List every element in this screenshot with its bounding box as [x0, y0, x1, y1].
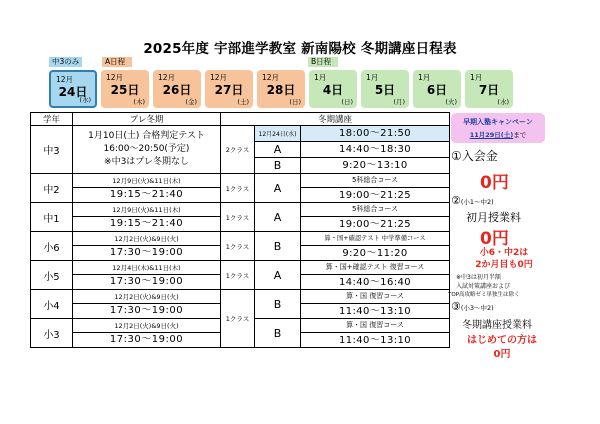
- course-desc: 算・国+確認テスト 復習コース: [325, 263, 425, 271]
- pre-line: 1月10日(土) 合格判定テスト: [88, 131, 205, 141]
- course-cell: [301, 232, 450, 261]
- course-cell: [301, 203, 450, 232]
- pre-time: 17:30〜19:00: [73, 245, 220, 259]
- pre-cell: [73, 174, 221, 203]
- date-day: 26日: [162, 83, 192, 97]
- ab-cell: B: [255, 158, 301, 174]
- date-month: 1月: [470, 73, 483, 82]
- top-date-cell: 12月24日(水): [255, 126, 301, 142]
- note-line-1: ※中3は初月半額: [456, 274, 501, 281]
- date-month: 12月: [262, 73, 280, 82]
- date-card: [49, 70, 97, 108]
- pre-time: 17:30〜19:00: [73, 303, 220, 317]
- time-cell: 18:00〜21:50: [301, 126, 450, 142]
- date-weekday: (日): [341, 98, 353, 106]
- pre-cell: [73, 290, 221, 319]
- item3-title: 冬期講座授業料: [462, 320, 532, 331]
- pre-date: 12月2日(火)&9日(火): [114, 322, 179, 330]
- item2-value: 0円: [480, 229, 509, 249]
- note-line-3: TOP高攻略ゼミ単独生は除く: [448, 292, 520, 298]
- time-cell: 14:40〜18:30: [301, 142, 450, 158]
- pre-cell: [73, 232, 221, 261]
- grade-cell: 中1: [31, 203, 73, 232]
- item2-title: 初月授業料: [466, 211, 521, 224]
- class-cell: 1クラス: [221, 290, 255, 348]
- pre-date: 12月2日(火)&9日(火): [114, 235, 179, 243]
- course-desc: 5科総合コース: [351, 205, 399, 213]
- date-month: 1月: [418, 73, 431, 82]
- item3-sub: (小3〜中2): [460, 304, 494, 312]
- header-winter: 冬期講座: [221, 113, 450, 126]
- date-card: [205, 70, 253, 108]
- class-cell: 1クラス: [221, 203, 255, 232]
- item2-header: [451, 194, 551, 207]
- grade-cell: 小4: [31, 290, 73, 319]
- pre-cell: [73, 126, 221, 174]
- pre-date: 12月4日(木)&11日(木): [112, 264, 181, 272]
- course-desc: 算・国+確認テスト 中学準備コース: [324, 235, 426, 242]
- pre-cell: [73, 203, 221, 232]
- date-weekday: (火): [445, 98, 457, 106]
- pre-date: 12月2日(火)&9日(火): [114, 293, 179, 301]
- date-card: [309, 70, 357, 108]
- campaign-box: [451, 113, 545, 143]
- item2-sub: (小1〜中2): [460, 198, 494, 206]
- schedule-table: [30, 112, 450, 348]
- date-weekday: (水): [497, 98, 509, 106]
- item2-note-2: 2か月目も0円: [475, 260, 533, 270]
- pre-cell: [73, 261, 221, 290]
- ab-cell: A: [255, 142, 301, 158]
- date-month: 12月: [106, 73, 124, 82]
- table-row: [31, 203, 450, 232]
- grade-cell: 小5: [31, 261, 73, 290]
- ab-cell: A: [255, 203, 301, 232]
- ab-cell: B: [255, 290, 301, 319]
- course-cell: [301, 261, 450, 290]
- date-month: 12月: [56, 75, 74, 84]
- date-card: [101, 70, 149, 108]
- table-header-row: [31, 113, 450, 126]
- item1-title: ①入会金: [451, 149, 498, 163]
- class-cell: 2クラス: [221, 126, 255, 174]
- pre-time: 19:15〜21:40: [73, 187, 220, 201]
- date-month: 1月: [366, 73, 379, 82]
- page-title: 2025年度 宇部進学教室 新南陽校 冬期講座日程表: [143, 41, 457, 57]
- date-day: 5日: [374, 83, 396, 97]
- ab-cell: B: [255, 319, 301, 348]
- header-pre: プレ冬期: [73, 113, 221, 126]
- campaign-deadline-suffix: まで: [513, 131, 527, 139]
- date-month: 1月: [314, 73, 327, 82]
- course-desc: 算・国 復習コース: [346, 292, 404, 300]
- table-row: [31, 174, 450, 203]
- item1-value: 0円: [480, 173, 509, 193]
- course-time: 11:40〜13:10: [301, 332, 449, 347]
- date-weekday: (月): [393, 98, 405, 106]
- course-cell: [301, 174, 450, 203]
- date-card: [413, 70, 461, 108]
- item3-value-2: 0円: [493, 349, 511, 360]
- table-row: [31, 126, 450, 142]
- pre-time: 19:15〜21:40: [73, 216, 220, 230]
- header-grade: 学年: [31, 113, 73, 126]
- time-cell: 9:20〜13:10: [301, 158, 450, 174]
- note-line-2: 入試対策講座および: [456, 283, 511, 290]
- date-weekday: (金): [185, 98, 197, 106]
- table-row: [31, 261, 450, 290]
- item3-num: ③: [451, 300, 461, 313]
- tag-b-schedule: B日程: [308, 57, 338, 67]
- date-day: 24日: [58, 85, 88, 99]
- date-month: 12月: [158, 73, 176, 82]
- date-day: 28日: [266, 83, 296, 97]
- campaign-deadline: 11月29日(土): [469, 131, 514, 139]
- ab-cell: B: [255, 232, 301, 261]
- grade-cell: 小3: [31, 319, 73, 348]
- date-day: 4日: [322, 83, 344, 97]
- date-day: 7日: [478, 83, 500, 97]
- item2-num: ②: [451, 194, 461, 207]
- date-day: 25日: [110, 83, 140, 97]
- grade-cell: 中3: [31, 126, 73, 174]
- class-cell: 1クラス: [221, 261, 255, 290]
- date-weekday: (水): [79, 96, 91, 104]
- class-cell: 1クラス: [221, 232, 255, 261]
- ab-cell: A: [255, 261, 301, 290]
- pre-date: 12月9日(火)&11日(木): [112, 177, 181, 185]
- date-card: [257, 70, 305, 108]
- course-time: 9:20〜11:20: [301, 245, 449, 260]
- grade-cell: 小6: [31, 232, 73, 261]
- ab-cell: A: [255, 174, 301, 203]
- campaign-deadline-line: [451, 130, 545, 139]
- date-card: [361, 70, 409, 108]
- pre-time: 17:30〜19:00: [73, 274, 220, 288]
- date-card: [153, 70, 201, 108]
- pre-line: ※中3はプレ冬期なし: [104, 157, 189, 167]
- date-month: 12月: [210, 73, 228, 82]
- item3-header: [451, 300, 551, 313]
- course-cell: [301, 290, 450, 319]
- course-time: 19:00〜21:25: [301, 216, 449, 231]
- campaign-title: 早期入塾キャンペーン: [463, 118, 533, 126]
- class-cell: 1クラス: [221, 174, 255, 203]
- pre-time: 17:30〜19:00: [73, 332, 220, 346]
- date-day: 6日: [426, 83, 448, 97]
- date-day: 27日: [214, 83, 244, 97]
- course-cell: [301, 319, 450, 348]
- pre-cell: [73, 319, 221, 348]
- grade-cell: 中2: [31, 174, 73, 203]
- course-desc: 算・国 復習コース: [346, 321, 404, 329]
- course-desc: 5科総合コース: [351, 176, 399, 184]
- date-card: [465, 70, 513, 108]
- tag-chu3-only: 中3のみ: [49, 57, 82, 67]
- date-weekday: (日): [289, 98, 301, 106]
- pre-line: 16:00〜20:50(予定): [103, 144, 190, 154]
- date-weekday: (土): [237, 98, 249, 106]
- course-time: 11:40〜13:10: [301, 303, 449, 318]
- item3-value-1: はじめての方は: [467, 335, 537, 346]
- tag-a-schedule: A日程: [102, 57, 132, 67]
- item2-note-1: 小6・中2は: [479, 248, 529, 258]
- course-time: 14:40〜16:40: [301, 274, 449, 289]
- table-row: [31, 232, 450, 261]
- pre-date: 12月9日(火)&11日(木): [112, 206, 181, 214]
- date-weekday: (木): [133, 98, 145, 106]
- table-row: [31, 290, 450, 319]
- course-time: 19:00〜21:25: [301, 187, 449, 202]
